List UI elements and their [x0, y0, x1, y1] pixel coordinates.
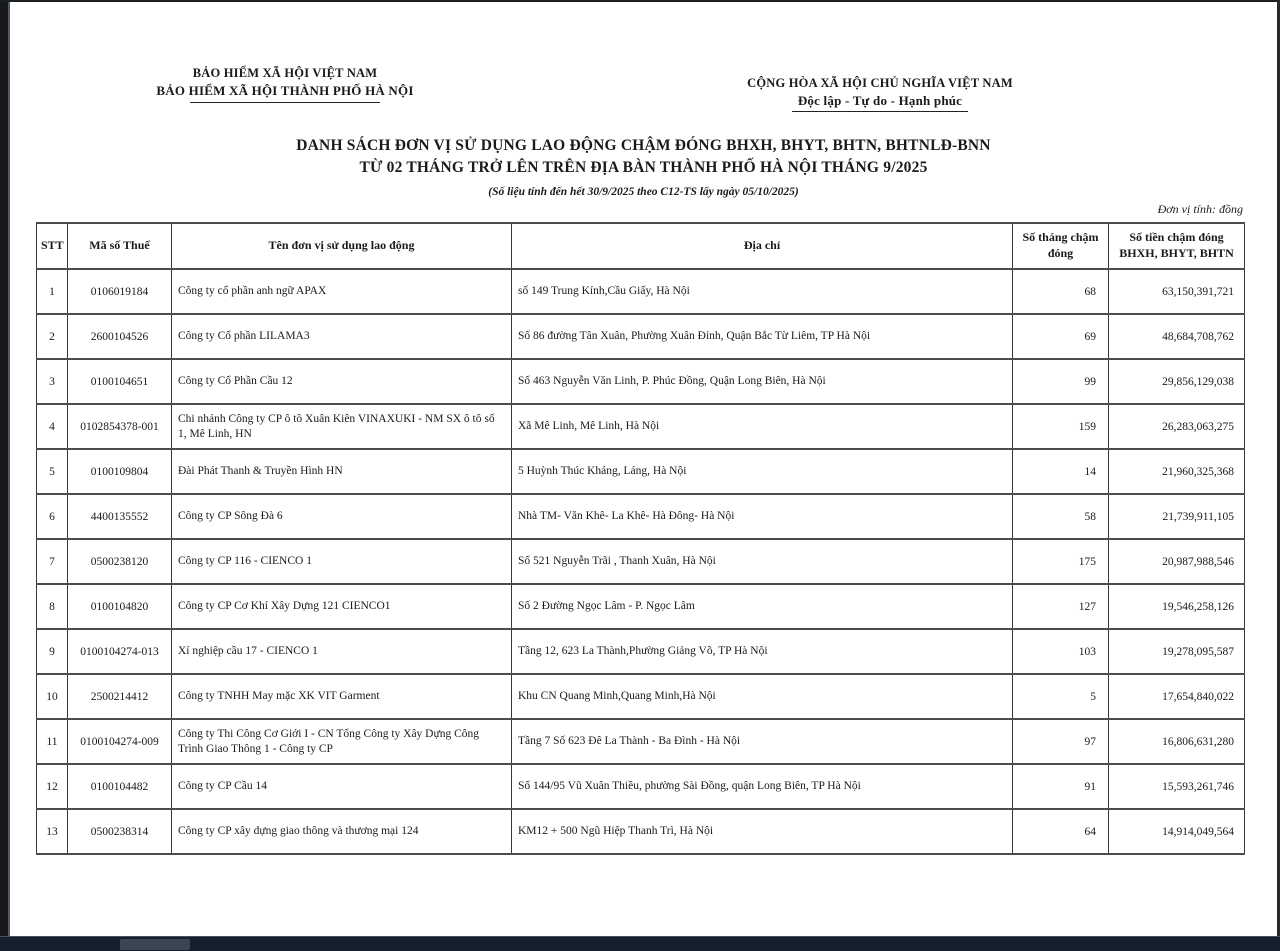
cell-address: Nhà TM- Văn Khê- La Khê- Hà Đông- Hà Nội	[512, 494, 1013, 539]
document-title-line2: TỪ 02 THÁNG TRỞ LÊN TRÊN ĐỊA BÀN THÀNH PHỐ HÀ NỘI THÁNG 9/2025	[359, 159, 928, 176]
table-row	[37, 539, 1245, 584]
cell-months-late: 14	[1013, 449, 1109, 494]
cell-amount-owed: 15,593,261,746	[1109, 764, 1245, 809]
cell-employer-name: Chi nhánh Công ty CP ô tô Xuân Kiên VINAXUKI - NM SX ô tô số 1, Mê Linh, HN	[172, 404, 512, 449]
document-title-line1: DANH SÁCH ĐƠN VỊ SỬ DỤNG LAO ĐỘNG CHẬM ĐÓNG BHXH, BHYT, BHTN, BHTNLĐ-BNN	[296, 137, 991, 154]
document-subtitle: (Số liệu tính đến hết 30/9/2025 theo C12-TS lấy ngày 05/10/2025)	[488, 186, 799, 198]
cell-employer-name: Công ty Thi Công Cơ Giới I - CN Tổng Công ty Xây Dựng Công Trình Giao Thông 1 - Công ty CP	[172, 719, 512, 764]
table-row	[37, 314, 1245, 359]
cell-months-late: 127	[1013, 584, 1109, 629]
cell-months-late: 5	[1013, 674, 1109, 719]
table-row	[37, 809, 1245, 854]
cell-tax-code: 2500214412	[68, 674, 172, 719]
cell-employer-name: Công ty CP Cầu 14	[172, 764, 512, 809]
table-row	[37, 629, 1245, 674]
cell-address: Số 521 Nguyễn Trãi , Thanh Xuân, Hà Nội	[512, 539, 1013, 584]
cell-employer-name: Công ty Cổ Phần Cầu 12	[172, 359, 512, 404]
cell-amount-owed: 21,960,325,368	[1109, 449, 1245, 494]
cell-address: 5 Huỳnh Thúc Kháng, Láng, Hà Nội	[512, 449, 1013, 494]
cell-amount-owed: 26,283,063,275	[1109, 404, 1245, 449]
cell-months-late: 97	[1013, 719, 1109, 764]
agency-name: BẢO HIỂM XÃ HỘI THÀNH PHỐ HÀ NỘI	[156, 83, 414, 98]
column-header-amount: Số tiền chậm đóng BHXH, BHYT, BHTN	[1109, 223, 1245, 269]
table-row	[37, 674, 1245, 719]
cell-amount-owed: 16,806,631,280	[1109, 719, 1245, 764]
cell-stt: 7	[37, 539, 68, 584]
national-motto: Độc lập - Tự do - Hạnh phúc	[792, 93, 968, 112]
cell-amount-owed: 48,684,708,762	[1109, 314, 1245, 359]
cell-tax-code: 0100104274-013	[68, 629, 172, 674]
issuing-agency-header	[90, 66, 480, 103]
cell-months-late: 159	[1013, 404, 1109, 449]
cell-months-late: 175	[1013, 539, 1109, 584]
cell-tax-code: 0100109804	[68, 449, 172, 494]
cell-tax-code: 0106019184	[68, 269, 172, 314]
cell-address: Số 144/95 Vũ Xuân Thiều, phường Sài Đồng, quận Long Biên, TP Hà Nội	[512, 764, 1013, 809]
cell-employer-name: Công ty Cổ phần LILAMA3	[172, 314, 512, 359]
cell-address: Số 86 đường Tân Xuân, Phường Xuân Đỉnh, Quận Bắc Từ Liêm, TP Hà Nội	[512, 314, 1013, 359]
cell-tax-code: 0102854378-001	[68, 404, 172, 449]
cell-address: Số 463 Nguyễn Văn Linh, P. Phúc Đồng, Quận Long Biên, Hà Nội	[512, 359, 1013, 404]
cell-stt: 1	[37, 269, 68, 314]
column-header-stt: STT	[37, 223, 68, 269]
cell-address: Số 2 Đường Ngọc Lâm - P. Ngọc Lâm	[512, 584, 1013, 629]
viewer-left-edge	[0, 0, 10, 936]
table-row	[37, 494, 1245, 539]
table-row	[37, 269, 1245, 314]
cell-address: Tầng 12, 623 La Thành,Phường Giảng Võ, TP Hà Nội	[512, 629, 1013, 674]
cell-tax-code: 0100104651	[68, 359, 172, 404]
unit-note: Đơn vị tính: đồng	[1157, 202, 1243, 216]
cell-amount-owed: 14,914,049,564	[1109, 809, 1245, 854]
table-body	[37, 269, 1245, 854]
cell-amount-owed: 63,150,391,721	[1109, 269, 1245, 314]
horizontal-scrollbar[interactable]	[0, 936, 1280, 951]
cell-stt: 5	[37, 449, 68, 494]
cell-stt: 10	[37, 674, 68, 719]
agency-underline	[190, 102, 380, 103]
column-header-tax: Mã số Thuế	[68, 223, 172, 269]
cell-tax-code: 2600104526	[68, 314, 172, 359]
cell-stt: 11	[37, 719, 68, 764]
cell-address: số 149 Trung Kính,Cầu Giấy, Hà Nội	[512, 269, 1013, 314]
cell-tax-code: 4400135552	[68, 494, 172, 539]
cell-employer-name: Công ty cổ phần anh ngữ APAX	[172, 269, 512, 314]
cell-tax-code: 0500238120	[68, 539, 172, 584]
cell-stt: 3	[37, 359, 68, 404]
table-row	[37, 359, 1245, 404]
cell-stt: 2	[37, 314, 68, 359]
cell-months-late: 68	[1013, 269, 1109, 314]
cell-stt: 9	[37, 629, 68, 674]
cell-address: KM12 + 500 Ngũ Hiệp Thanh Trì, Hà Nội	[512, 809, 1013, 854]
cell-months-late: 99	[1013, 359, 1109, 404]
cell-months-late: 58	[1013, 494, 1109, 539]
table-header	[37, 223, 1245, 269]
cell-address: Xã Mê Linh, Mê Linh, Hà Nội	[512, 404, 1013, 449]
cell-employer-name: Công ty CP Sông Đà 6	[172, 494, 512, 539]
cell-stt: 4	[37, 404, 68, 449]
debtor-table	[36, 222, 1245, 855]
cell-employer-name: Công ty TNHH May mặc XK VIT Garment	[172, 674, 512, 719]
cell-employer-name: Công ty CP xây dựng giao thông và thương mại 124	[172, 809, 512, 854]
cell-stt: 8	[37, 584, 68, 629]
cell-months-late: 91	[1013, 764, 1109, 809]
cell-address: Khu CN Quang Minh,Quang Minh,Hà Nội	[512, 674, 1013, 719]
cell-amount-owed: 19,546,258,126	[1109, 584, 1245, 629]
table-row	[37, 584, 1245, 629]
table-row	[37, 449, 1245, 494]
cell-employer-name: Xí nghiệp cầu 17 - CIENCO 1	[172, 629, 512, 674]
cell-stt: 6	[37, 494, 68, 539]
column-header-months: Số tháng chậm đóng	[1013, 223, 1109, 269]
table-row	[37, 404, 1245, 449]
table-header-row	[37, 223, 1245, 269]
cell-months-late: 103	[1013, 629, 1109, 674]
cell-tax-code: 0100104482	[68, 764, 172, 809]
document-page	[10, 2, 1277, 936]
cell-employer-name: Công ty CP Cơ Khí Xây Dựng 121 CIENCO1	[172, 584, 512, 629]
document-title	[10, 135, 1277, 179]
cell-employer-name: Đài Phát Thanh & Truyền Hình HN	[172, 449, 512, 494]
cell-tax-code: 0500238314	[68, 809, 172, 854]
cell-amount-owed: 17,654,840,022	[1109, 674, 1245, 719]
national-motto-header	[725, 76, 1035, 112]
cell-months-late: 64	[1013, 809, 1109, 854]
viewer-top-edge	[0, 0, 1280, 2]
table-row	[37, 764, 1245, 809]
cell-employer-name: Công ty CP 116 - CIENCO 1	[172, 539, 512, 584]
cell-address: Tầng 7 Số 623 Đê La Thành - Ba Đình - Hà Nội	[512, 719, 1013, 764]
national-title: CỘNG HÒA XÃ HỘI CHỦ NGHĨA VIỆT NAM	[747, 76, 1013, 90]
cell-stt: 13	[37, 809, 68, 854]
cell-amount-owed: 21,739,911,105	[1109, 494, 1245, 539]
cell-tax-code: 0100104820	[68, 584, 172, 629]
cell-amount-owed: 20,987,988,546	[1109, 539, 1245, 584]
agency-parent-name: BẢO HIỂM XÃ HỘI VIỆT NAM	[192, 66, 378, 80]
column-header-addr: Địa chỉ	[512, 223, 1013, 269]
cell-stt: 12	[37, 764, 68, 809]
cell-tax-code: 0100104274-009	[68, 719, 172, 764]
horizontal-scrollbar-thumb[interactable]	[120, 939, 190, 950]
table-row	[37, 719, 1245, 764]
cell-amount-owed: 29,856,129,038	[1109, 359, 1245, 404]
cell-amount-owed: 19,278,095,587	[1109, 629, 1245, 674]
cell-months-late: 69	[1013, 314, 1109, 359]
column-header-name: Tên đơn vị sử dụng lao động	[172, 223, 512, 269]
